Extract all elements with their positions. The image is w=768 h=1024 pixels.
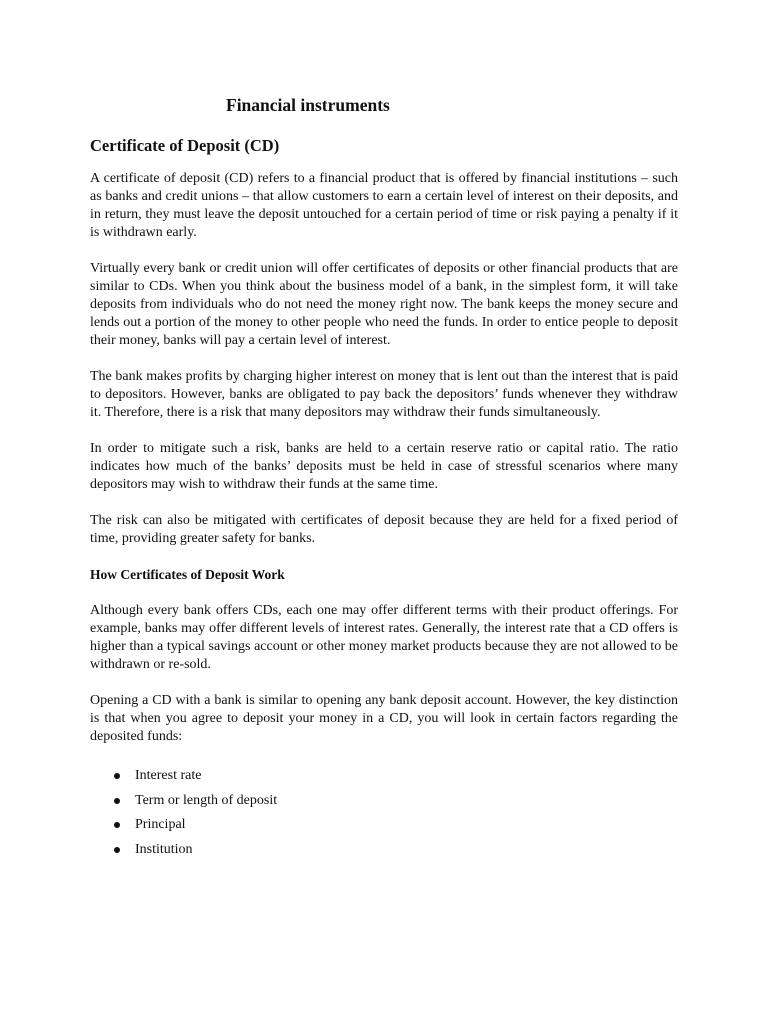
paragraph-bank-profits: The bank makes profits by charging higher interest on money that is lent out than the interest that is paid to depositors. However, banks are obligated to pay back the depositors’ funds whenever they withdraw it. Therefore, there is a risk that many depositors may withdraw their funds simultaneously.: [90, 369, 678, 420]
list-item: [135, 764, 678, 789]
bullet-icon: [114, 847, 120, 853]
list-item: [135, 789, 678, 814]
list-item-text: Principal: [135, 817, 186, 832]
list-item: [135, 838, 678, 863]
paragraph-opening-cd: Opening a CD with a bank is similar to opening any bank deposit account. However, the key distinction is that when you agree to deposit your money in a CD, you will look in certain factors regarding the deposited funds:: [90, 693, 678, 744]
subheading-how-cds-work: How Certificates of Deposit Work: [90, 567, 285, 582]
bullet-icon: [114, 822, 120, 828]
document-page: [90, 94, 678, 862]
paragraph-cd-definition: A certificate of deposit (CD) refers to a financial product that is offered by financial institutions – such as banks and credit unions – that allow customers to earn a certain level of interest on their deposits, and in return, they must leave the deposit untouched for a certain period of time or risk paying a penalty if it is withdrawn early.: [90, 171, 678, 240]
list-item-text: Interest rate: [135, 768, 202, 783]
factors-list: [90, 764, 678, 862]
paragraph-cd-terms: Although every bank offers CDs, each one may offer different terms with their product offerings. For example, banks may offer different levels of interest rates. Generally, the interest rate that a CD offers is higher than a typical savings account or other money market products because they are not allowed to be withdrawn or re-sold.: [90, 603, 678, 672]
list-item-text: Term or length of deposit: [135, 792, 278, 808]
paragraph-reserve-ratio: In order to mitigate such a risk, banks are held to a certain reserve ratio or capital ratio. The ratio indicates how much of the banks’ deposits must be held in case of stressful scenarios where many depositors may wish to withdraw their funds at the same time.: [90, 441, 678, 492]
paragraph-bank-business-model: Virtually every bank or credit union will offer certificates of deposits or other financial products that are similar to CDs. When you think about the business model of a bank, in the simplest form, it will take deposits from individuals who do not need the money right now. The bank keeps the money secure and lends out a portion of the money to other people who need the funds. In order to entice people to deposit their money, banks will pay a certain level of interest.: [90, 261, 678, 348]
document-title: Financial instruments: [226, 95, 390, 115]
bullet-icon: [114, 773, 120, 779]
section-title: Certificate of Deposit (CD): [90, 136, 280, 155]
list-item-text: Institution: [135, 841, 193, 857]
bullet-icon: [114, 798, 120, 804]
paragraph-risk-mitigation: The risk can also be mitigated with certificates of deposit because they are held for a fixed period of time, providing greater safety for banks.: [90, 513, 678, 546]
list-item: [135, 813, 678, 838]
